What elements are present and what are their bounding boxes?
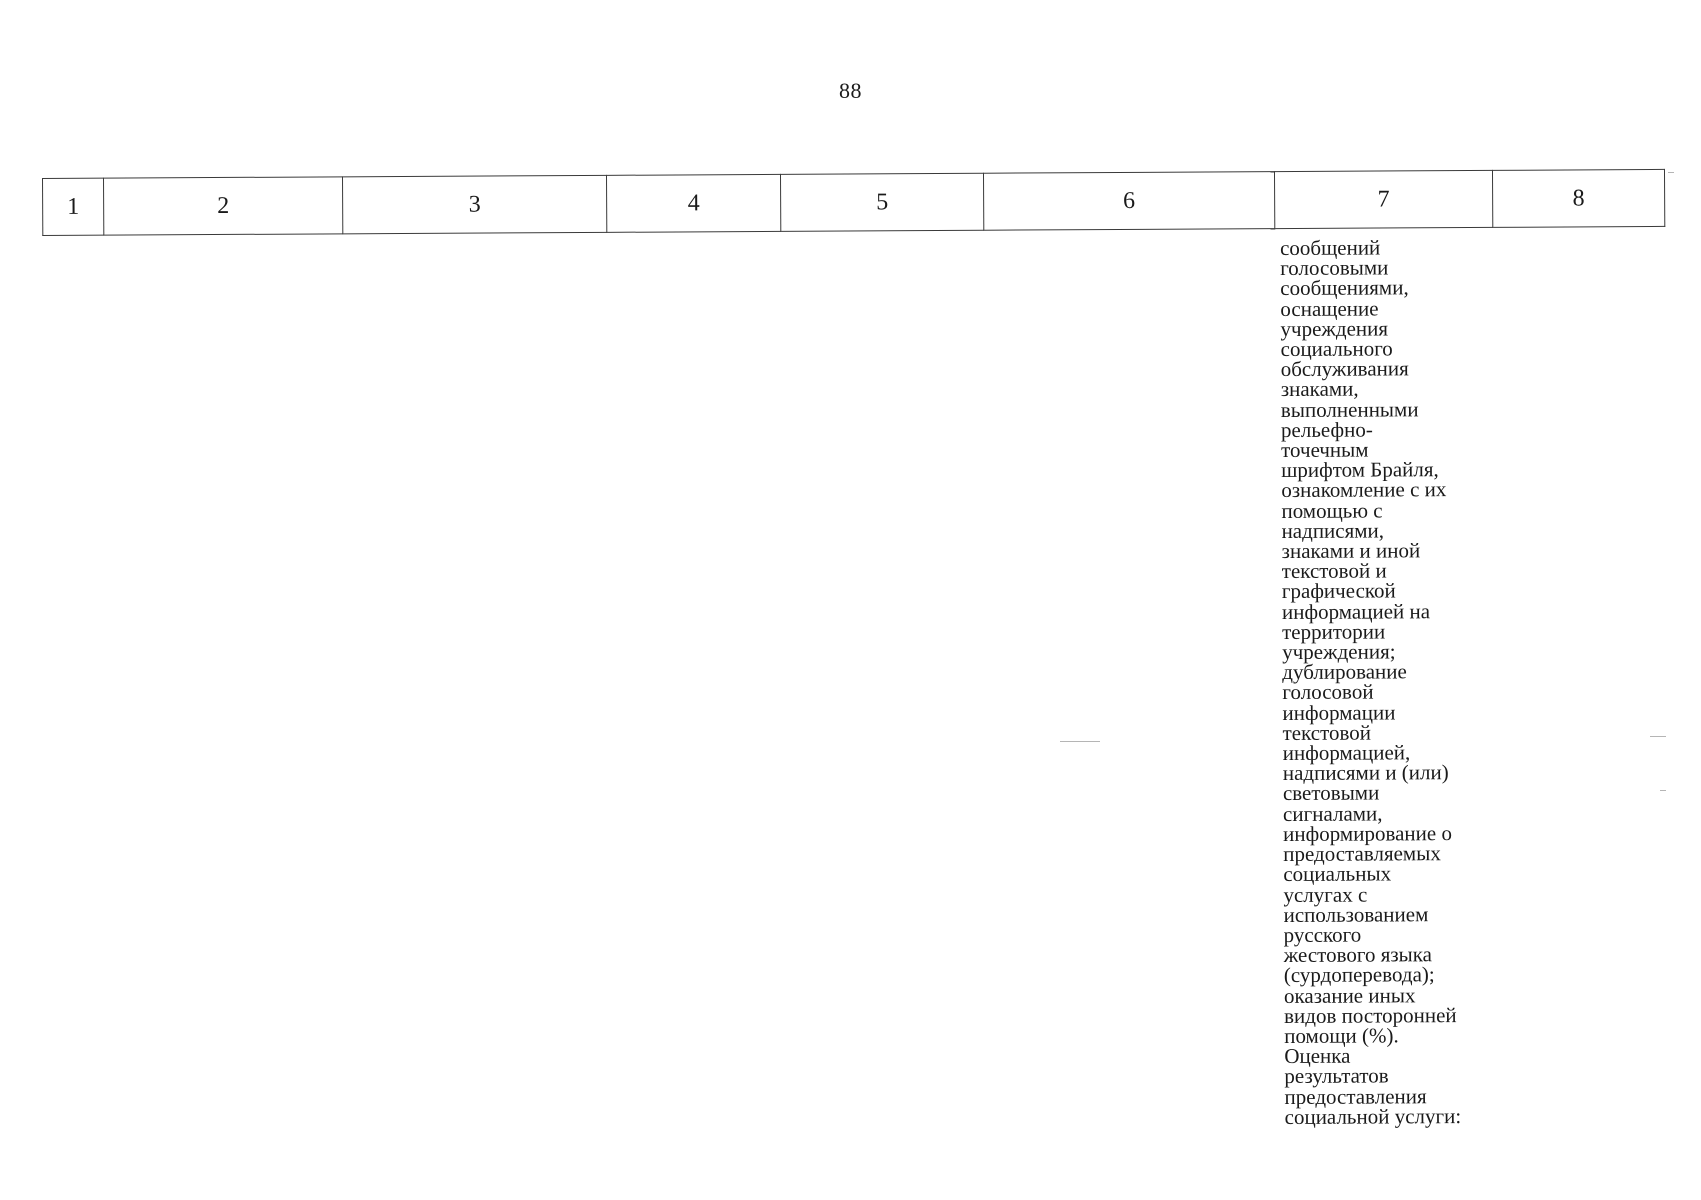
text-line: световыми — [1282, 780, 1380, 806]
text-line: рельефно- — [1280, 417, 1373, 442]
text-line: информирование о — [1283, 820, 1452, 846]
text-line: жестового языка — [1283, 942, 1433, 968]
text-line: территории — [1281, 619, 1386, 644]
text-line: шрифтом Брайля, — [1281, 457, 1439, 483]
column-header-1: 1 — [43, 178, 104, 235]
text-line: точечным — [1281, 437, 1369, 463]
text-line: информацией, — [1282, 740, 1411, 766]
text-line: сообщениями, — [1280, 275, 1409, 301]
text-line: ознакомление с их — [1281, 477, 1447, 503]
text-line: русского — [1283, 922, 1362, 947]
text-line: (сурдоперевода); — [1283, 962, 1435, 988]
text-line: учреждения; — [1282, 639, 1396, 665]
column-header-3: 3 — [342, 175, 606, 233]
text-line: Оценка — [1284, 1043, 1351, 1069]
text-line: сообщений — [1279, 235, 1381, 260]
column-header-5: 5 — [780, 173, 983, 231]
page-number: 88 — [839, 78, 862, 103]
text-line: текстовой и — [1281, 558, 1387, 584]
text-line: результатов — [1284, 1063, 1389, 1089]
table-header — [42, 169, 1665, 236]
text-line: оснащение — [1280, 296, 1379, 321]
text-line: услугах с — [1283, 882, 1368, 907]
text-line: дублирование — [1282, 659, 1407, 685]
text-line: знаками, — [1280, 377, 1359, 402]
column-header-8: 8 — [1492, 169, 1664, 227]
text-line: информацией на — [1281, 598, 1431, 624]
text-line: графической — [1281, 578, 1396, 604]
text-line: надписями, — [1281, 518, 1385, 543]
text-line: помощи (%). — [1284, 1023, 1399, 1048]
scan-speck — [1660, 790, 1666, 791]
text-line: сигналами, — [1282, 801, 1383, 826]
column-7-cell-text — [1280, 237, 1545, 1127]
text-line: использованием — [1283, 901, 1429, 927]
text-line: социальной услуги: — [1284, 1103, 1462, 1129]
text-line: голосовыми — [1280, 255, 1389, 281]
text-line: голосовой — [1282, 679, 1374, 705]
text-line: надписями и (или) — [1282, 760, 1449, 786]
text-line: выполненными — [1280, 396, 1419, 422]
column-header-4: 4 — [606, 174, 780, 232]
text-line: социальных — [1283, 861, 1392, 887]
text-line: помощью с — [1281, 498, 1383, 523]
scan-speck — [1650, 736, 1666, 737]
text-line: знаками и иной — [1281, 538, 1421, 564]
scan-speck — [1060, 741, 1100, 742]
text-line: текстовой — [1282, 720, 1372, 745]
text-line: учреждения — [1280, 316, 1389, 341]
text-line: предоставляемых — [1283, 841, 1441, 867]
text-line: предоставления — [1284, 1083, 1427, 1109]
column-header-7: 7 — [1274, 170, 1492, 228]
text-line: видов посторонней — [1284, 1002, 1457, 1028]
column-header-6: 6 — [983, 172, 1274, 231]
text-line: информации — [1282, 700, 1396, 725]
text-line: обслуживания — [1280, 356, 1409, 382]
text-line: оказание иных — [1283, 982, 1416, 1008]
scan-speck — [1668, 172, 1674, 173]
text-line: социального — [1280, 336, 1393, 362]
column-header-2: 2 — [104, 177, 343, 235]
table-header-row — [43, 169, 1665, 235]
